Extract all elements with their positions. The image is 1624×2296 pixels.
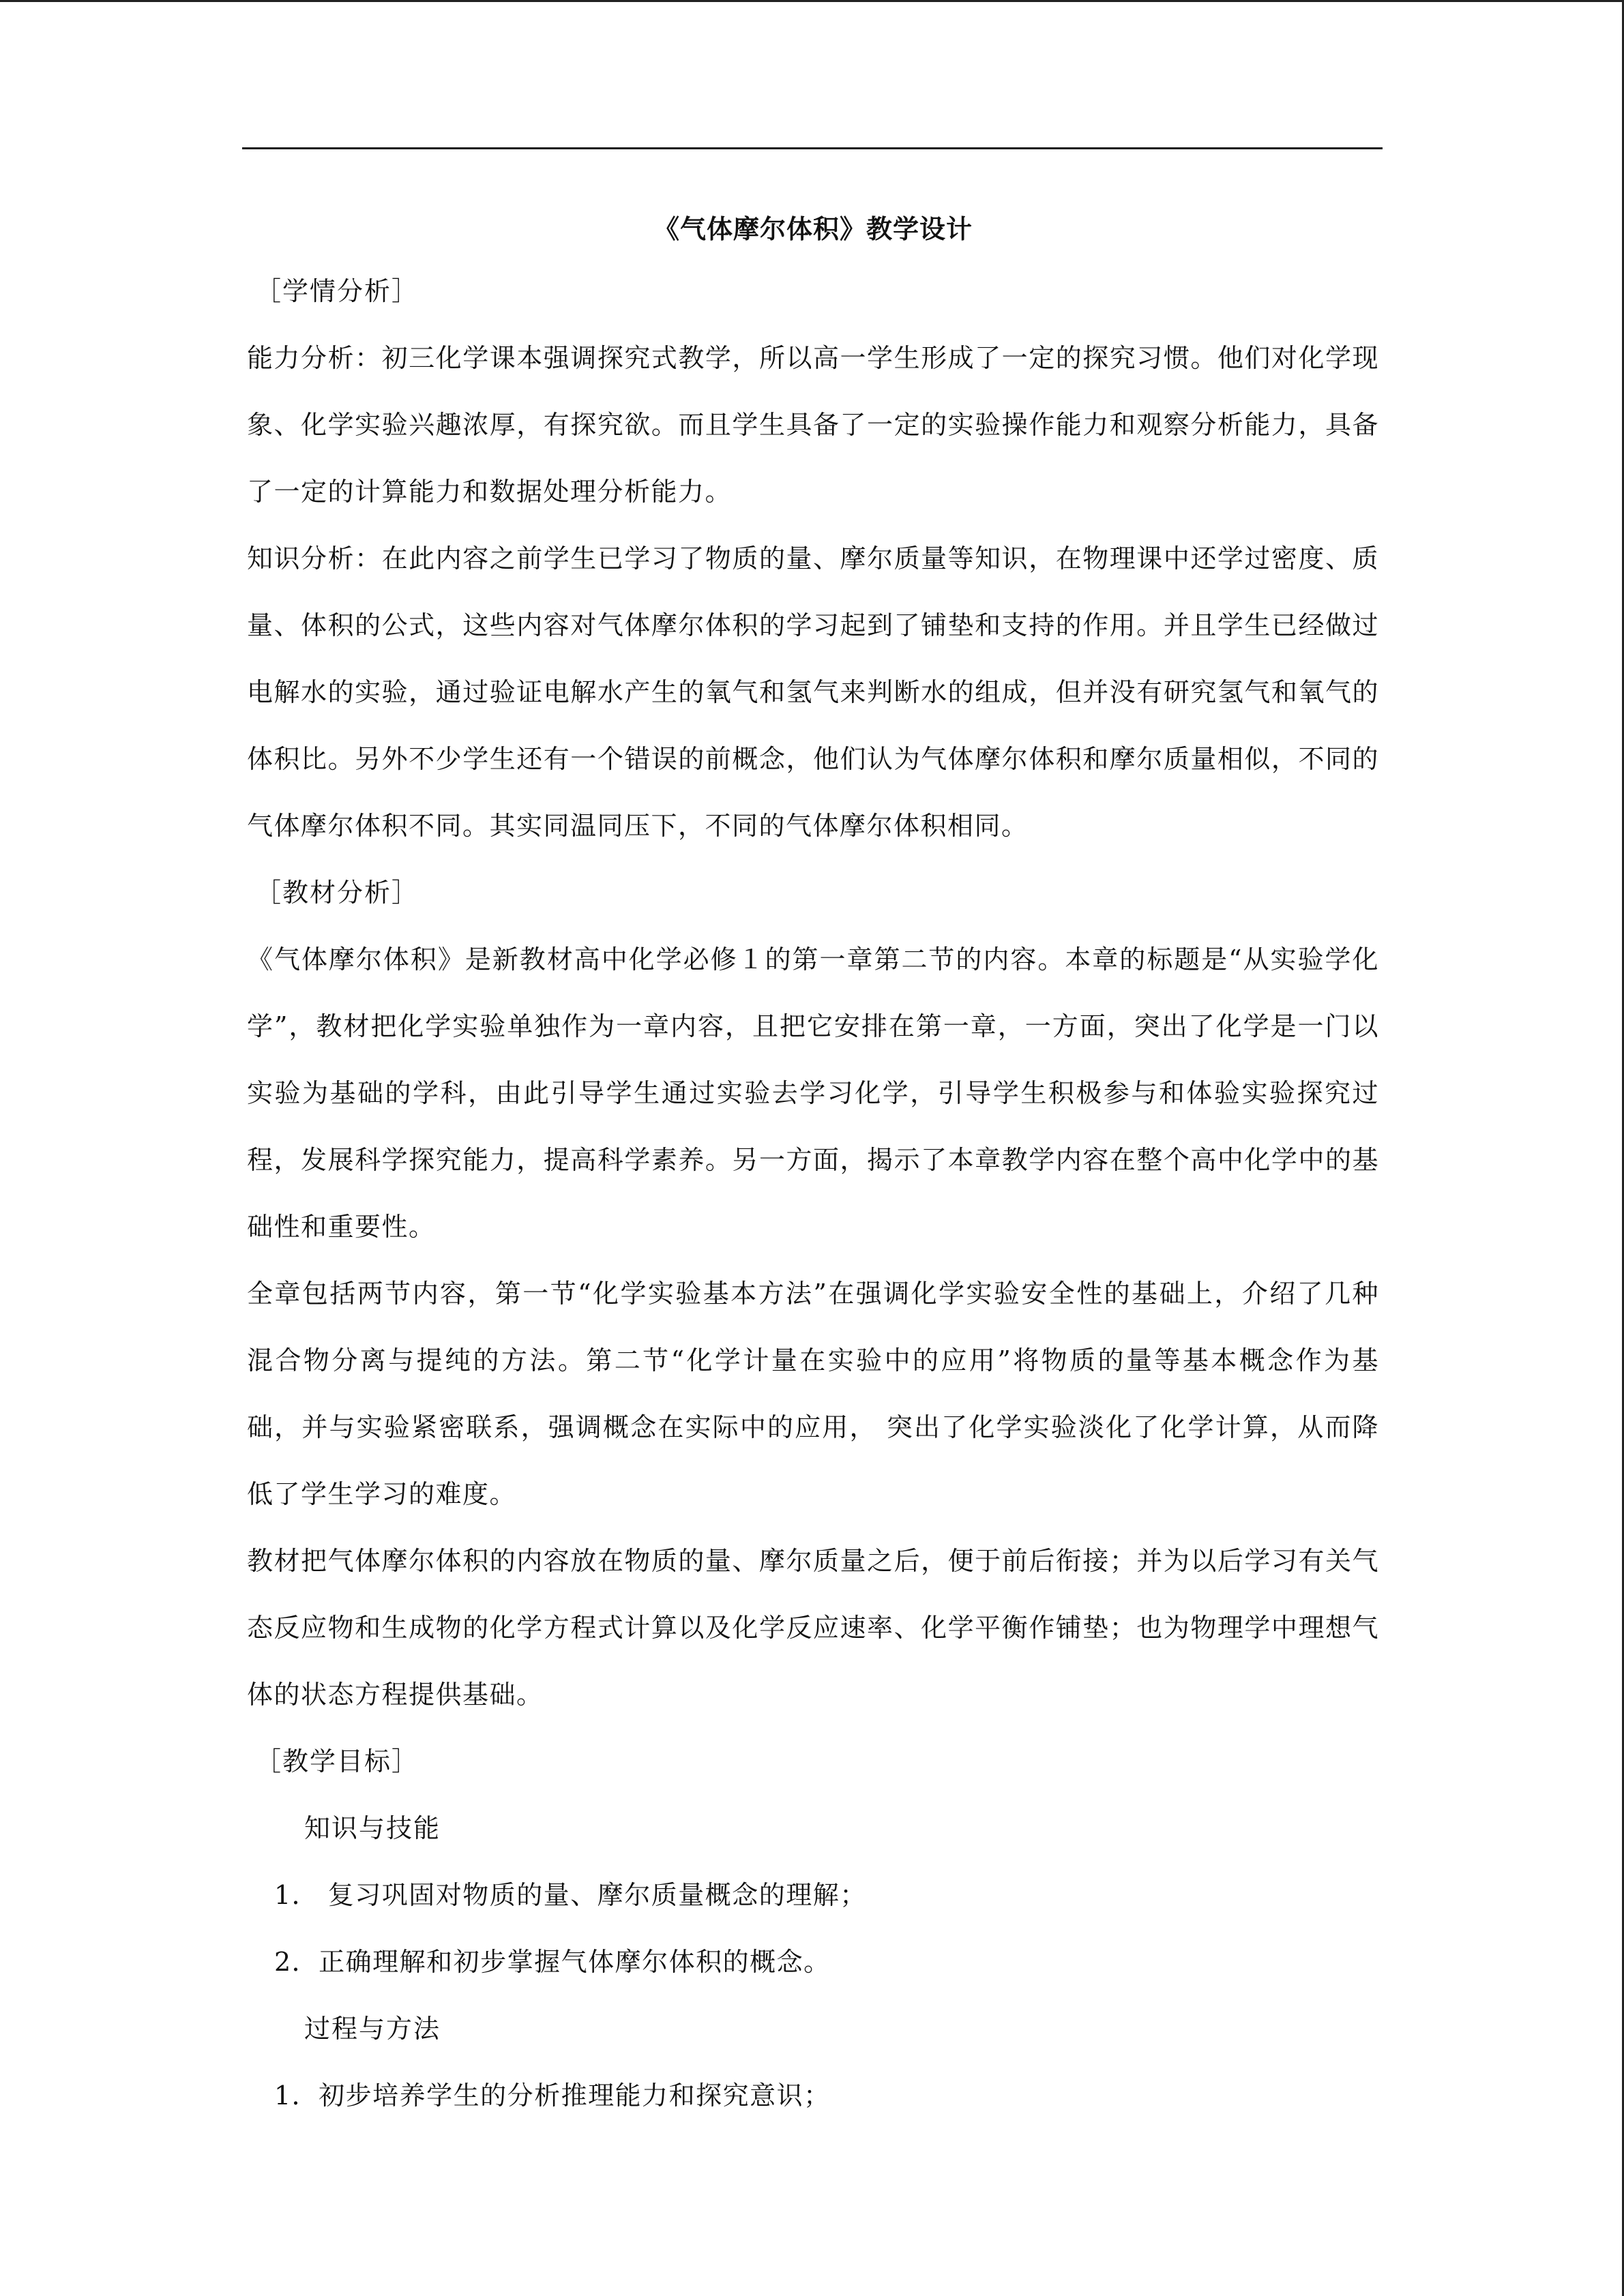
list-item: 1．初步培养学生的分析推理能力和探究意识；: [274, 2081, 831, 2111]
section-heading-teaching-goals: ［教学目标］: [255, 1746, 419, 1776]
paragraph-knowledge-analysis: 知识分析：在此内容之前学生已学习了物质的量、摩尔质量等知识，在物理课中还学过密度、质量、体积的公式，这些内容对气体摩尔体积的学习起到了铺垫和支持的作用。并且学生已经做过电解水的实验，通过验证电解水产生的氧气和氢气来判断水的组成，但并没有研究氢气和氧气的体积比。另外不少学生还有一个错误的前概念，他们认为气体摩尔体积和摩尔质量相似，不同的气体摩尔体积不同。其实同温同压下，不同的气体摩尔体积相同。: [247, 543, 1379, 841]
subheading-process-methods: 过程与方法: [304, 2014, 441, 2044]
header-rule: [242, 147, 1383, 149]
page-border-top: [0, 0, 1624, 2]
paragraph-textbook-2: 全章包括两节内容，第一节“化学实验基本方法”在强调化学实验安全性的基础上，介绍了几种混合物分离与提纯的方法。第二节“化学计量在实验中的应用”将物质的量等基本概念作为基础，并与实验紧密联系，强调概念在实际中的应用， 突出了化学实验淡化了化学计算，从而降低了学生学习的难度。: [247, 1279, 1379, 1509]
paragraph-textbook-1: 《气体摩尔体积》是新教材高中化学必修１的第一章第二节的内容。本章的标题是“从实验学化学”，教材把化学实验单独作为一章内容，且把它安排在第一章，一方面，突出了化学是一门以实验为基础的学科，由此引导学生通过实验去学习化学，引导学生积极参与和体验实验探究过程，发展科学探究能力，提高科学素养。另一方面，揭示了本章教学内容在整个高中化学中的基础性和重要性。: [247, 944, 1379, 1242]
paragraph-textbook-3: 教材把气体摩尔体积的内容放在物质的量、摩尔质量之后，便于前后衔接；并为以后学习有关气态反应物和生成物的化学方程式计算以及化学反应速率、化学平衡作铺垫；也为物理学中理想气体的状态方程提供基础。: [247, 1546, 1379, 1710]
student-analysis-section: [247, 258, 1379, 859]
list-item: 2．正确理解和初步掌握气体摩尔体积的概念。: [274, 1947, 831, 1977]
textbook-analysis-section: [247, 859, 1379, 1728]
section-heading-textbook-analysis: ［教材分析］: [255, 878, 419, 908]
document-title: 《气体摩尔体积》教学设计: [653, 213, 973, 244]
document-body: [247, 205, 1379, 2129]
list-item: 1． 复习巩固对物质的量、摩尔质量概念的理解；: [274, 1880, 867, 1910]
section-heading-student-analysis: ［学情分析］: [255, 276, 419, 306]
subheading-knowledge-skills: 知识与技能: [304, 1813, 441, 1843]
paragraph-ability-analysis: 能力分析：初三化学课本强调探究式教学，所以高一学生形成了一定的探究习惯。他们对化学现象、化学实验兴趣浓厚，有探究欲。而且学生具备了一定的实验操作能力和观察分析能力，具备了一定的计算能力和数据处理分析能力。: [247, 343, 1379, 507]
teaching-goals-section: [247, 1728, 1379, 2129]
